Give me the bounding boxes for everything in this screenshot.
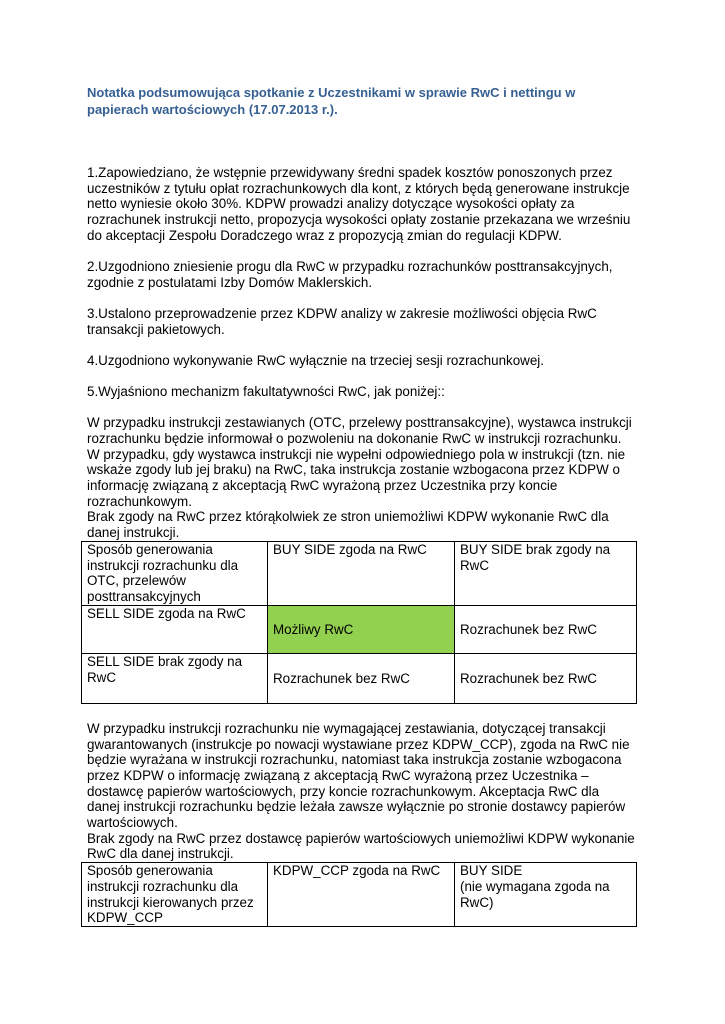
text-line: informację związaną z akceptacją RwC wyrażoną przez Uczestnika przy koncie <box>87 478 558 494</box>
text-line: będzie wyrażana w instrukcji rozrachunku, natomiast taka instrukcja zostanie wzbogacona <box>87 752 622 768</box>
table-header-cell: KDPW_CCP zgoda na RwC <box>268 863 455 927</box>
table-row <box>82 653 637 703</box>
rwc-consent-table <box>81 541 637 704</box>
text-line: przez KDPW o informację związaną z akceptacją RwC wyrażoną przez Uczestnika – <box>87 767 589 783</box>
text-line: W przypadku instrukcji rozrachunku nie wymagającej zestawiania, dotyczącej transakcji <box>87 720 606 736</box>
cell-line: instrukcji rozrachunku dla <box>87 557 239 573</box>
text-line: 1.Zapowiedziano, że wstępnie przewidywany średni spadek kosztów ponoszonych przez <box>87 165 613 180</box>
text-line: Brak zgody na RwC przez którąkolwiek ze stron uniemożliwi KDPW wykonanie RwC dla <box>87 509 609 525</box>
table-header-cell: BUY SIDE zgoda na RwC <box>268 541 455 605</box>
table-row-label: SELL SIDE zgoda na RwC <box>82 605 268 653</box>
text-line: zgodnie z postulatami Izby Domów Maklerskich. <box>87 274 373 290</box>
text-line: gwarantowanych (instrukcje po nowacji wystawiane przez KDPW_CCP), zgoda na RwC nie <box>87 736 630 752</box>
text-line: RwC dla danej instrukcji. <box>87 846 234 862</box>
cell-line: OTC, przelewów <box>87 573 186 589</box>
paragraph-1 <box>87 165 642 244</box>
paragraph-5 <box>87 384 642 400</box>
table-cell: Rozrachunek bez RwC <box>455 605 637 653</box>
text-line: 2.Uzgodniono zniesienie progu dla RwC w przypadku rozrachunków posttransakcyjnych, <box>87 259 613 275</box>
document-title <box>87 84 642 118</box>
document-page <box>87 84 642 927</box>
table-header-cell <box>82 541 268 605</box>
text-line: 3.Ustalono przeprowadzenie przez KDPW analizy w zakresie możliwości objęcia RwC <box>87 305 597 321</box>
text-line: wartościowych. <box>87 815 178 831</box>
paragraph-6 <box>87 415 642 541</box>
text-line: dostawcę papierów wartościowych, przy koncie rozrachunkowym. Akceptacja RwC dla <box>87 783 600 799</box>
cell-line: instrukcji kierowanych przez <box>87 894 254 910</box>
text-line: transakcji pakietowych. <box>87 321 225 337</box>
cell-line: instrukcji rozrachunku dla <box>87 878 239 894</box>
table-cell: Rozrachunek bez RwC <box>455 653 637 703</box>
text-line: danej instrukcji rozrachunku będzie leżała zawsze wyłącznie po stronie dostawcy papierów <box>87 799 626 815</box>
title-line: papierach wartościowych (17.07.2013 r.). <box>87 102 338 117</box>
paragraph-7 <box>87 721 642 862</box>
table-header-cell <box>455 541 637 605</box>
cell-line: BUY SIDE brak zgody na <box>460 541 611 557</box>
cell-line: Sposób generowania <box>87 541 213 557</box>
table-row <box>82 605 637 653</box>
paragraph-3 <box>87 306 642 337</box>
table-row <box>82 863 637 927</box>
text-line: rozrachunku będzie informował o pozwoleniu na dokonanie RwC w instrukcji rozrachunku. <box>87 430 622 446</box>
table-cell-highlighted: Możliwy RwC <box>268 605 455 653</box>
text-line: Brak zgody na RwC przez dostawcę papierów wartościowych uniemożliwi KDPW wykonanie <box>87 830 635 846</box>
text-line: W przypadku, gdy wystawca instrukcji nie wypełni odpowiedniego pola w instrukcji (tzn. nie <box>87 446 626 462</box>
text-line: W przypadku instrukcji zestawianych (OTC, przelewy posttransakcyjne), wystawca instrukcji <box>87 415 632 431</box>
cell-line: RwC) <box>460 894 494 910</box>
kdpw-ccp-table <box>81 862 637 927</box>
text-line: uczestników z tytułu opłat rozrachunkowych dla kont, z których będą generowane instrukcje <box>87 180 630 196</box>
cell-line: RwC <box>460 557 490 573</box>
cell-line: (nie wymagana zgoda na <box>460 878 610 894</box>
text-line: rozrachunek instrukcji netto, propozycja wysokości opłaty zostanie przekazana we wrześniu <box>87 212 631 228</box>
paragraph-4 <box>87 353 642 369</box>
table-row-label <box>82 653 268 703</box>
cell-line: posttransakcyjnych <box>87 588 201 604</box>
text-line: 5.Wyjaśniono mechanizm fakultatywności RwC, jak poniżej:: <box>87 384 445 400</box>
table-header-cell <box>82 863 268 927</box>
cell-line: SELL SIDE brak zgody na <box>87 653 243 669</box>
text-line: 4.Uzgodniono wykonywanie RwC wyłącznie na trzeciej sesji rozrachunkowej. <box>87 352 544 368</box>
table-header-cell <box>455 863 637 927</box>
text-line: do akceptacji Zespołu Doradczego wraz z propozycją zmian do regulacji KDPW. <box>87 227 562 243</box>
text-line: rozrachunkowym. <box>87 493 192 509</box>
cell-line: RwC <box>87 669 117 685</box>
text-line: netto wyniesie około 30%. KDPW prowadzi analizy dotyczące wysokości opłaty za <box>87 196 575 212</box>
table-cell: Rozrachunek bez RwC <box>268 653 455 703</box>
cell-line: KDPW_CCP <box>87 910 163 926</box>
text-line: danej instrukcji. <box>87 525 180 541</box>
paragraph-2 <box>87 259 642 290</box>
cell-line: Sposób generowania <box>87 863 213 879</box>
text-line: wskaże zgody lub jej braku) na RwC, taka instrukcja zostanie wzbogacona przez KDPW o <box>87 462 620 478</box>
table-row <box>82 541 637 605</box>
cell-line: BUY SIDE <box>460 863 523 879</box>
title-line: Notatka podsumowująca spotkanie z Uczestnikami w sprawie RwC i nettingu w <box>87 85 576 100</box>
